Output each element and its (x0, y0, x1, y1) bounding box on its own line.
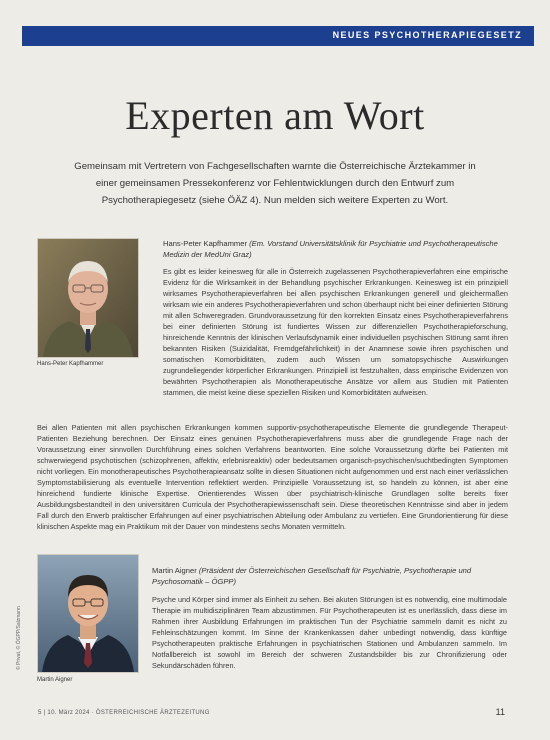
photo-credit: © Privat, © ÖGPP/Salzmann (16, 606, 22, 670)
article-lead: Gemeinsam mit Vertretern von Fachgesellschaften warnte die Österreichische Ärztekammer in einer gemeinsamen Pressekonferenz vor Fehlentwicklungen durch den Entwurf zum Psychotherapiegesetz (siehe ÖÄZ 4). Nun melden sich weitere Experten zu Wort. (74, 161, 476, 206)
portrait-image (38, 555, 138, 672)
paragraph-kapfhammer-1: Es gibt es leider keinesweg für alle in Österreich zugelassenen Psychotherapieverfahren eine empirische Evidenz für die Wirksamkeit in der Behandlung psychischer Erkrankungen. Keinesweg ist ein prinzipiell wirksames Psychotherapieverfahren bei allen psychischen Erkrankungen generell und gleichermaßen wirksam wie ein anderes Psychotherapieverfahren und schon überhaupt nicht bei einer definierten Störung mit allen Schweregraden. Grundvoraussetzung für den korrekten Einsatz eines Psychotherapieverfahrens bei einer definierten Störung ist fundiertes Wissen zur differenziellen Psychotherapieforschung, hinreichende Kenntnis der klinischen Verlaufsdynamik einer individuellen psychischen Störung samt ihren bekannten Risiken (Suizidalität, Fremdgefährlichkeit) in der Anamnese sowie ihren psychischen und somatischen Komorbiditäten, zudem auch Wissen um somatopsychische Auswirkungen zugrundeliegender körperlicher Erkrankungen. Prinzipiell ist festzuhalten, dass empirische Evidenzen von bewährten Psychotherapien als Monotherapeutische Ansätze vor allem aus Studien mit Patienten stammen, die meist keine diese speziellen Risiken und Komorbiditäten aufweisen. (163, 267, 508, 397)
section-banner (22, 26, 534, 46)
footer-issue-info: 5 | 10. März 2024 · ÖSTERREICHISCHE ÄRZTEZEITUNG (38, 710, 210, 716)
paragraph-aigner: Psyche und Körper sind immer als Einheit zu sehen. Bei akuten Störungen ist es notwendig, eine multimodale Therapie im multidisziplinären Team abzustimmen. Für Psychotherapeuten ist es unerlässlich, dass diese im Rahmen ihrer Ausbildung Erfahrungen im praktischen Tun der Psychiatrie sammeln damit es nicht zu Fehleinschätzungen kommt. Im Sinne der Krankenkassen daher unbedingt notwendig, dass künftige Psychotherapeuten praktische Erfahrungen in psychiatrischen Stationen und Ambulanzen sammeln. Im Notfallbereich ist sowohl im Bereich der schweren Zustandsbilder bis zur Chronifizierung oder Sekundärschäden führen. (152, 595, 507, 670)
expert-photo-kapfhammer (37, 238, 139, 358)
expert-name: Hans-Peter Kapfhammer (163, 239, 247, 248)
portrait-image (38, 239, 138, 357)
expert-name: Martin Aigner (152, 566, 197, 575)
section-label: NEUES PSYCHOTHERAPIEGESETZ (332, 30, 522, 40)
expert-affiliation: (Präsident der Österreichischen Gesellschaft für Psychiatrie, Psychotherapie und Psychosomatik – ÖGPP) (152, 566, 472, 586)
paragraph-kapfhammer-2: Bei allen Patienten mit allen psychischen Erkrankungen kommen supportiv-psychotherapeutische Elemente die grundlegende Therapeut-Patienten Beziehung berechnen. Der Einsatz eines genuinen Psychotherapieverfahrens muss aber die grundlegende Frage nach der Voraussetzung einer sinnvollen Durchführung eines solchen Verfahrens beantworten. Eine solche Voraussetzung dürfte bei Patienten mit schwerwiegend psychotischen (schizophrenen, affektiv, erlebnisreaktiv) oder bedeutsamen organisch-psychischen/suchtbedingten Symptomen nicht vorliegen. Ein monotherapeutisches Psychotherapieansatz sollte in diesen Situationen nicht aufgenommen und erst nach einer verlässlichen Symptomstabilisierung als eventuelle Intervention reflektiert werden. Prinzipielle Voraussetzung ist, so handeln zu können, ist aber eine hinreichend fundierte klinische Expertise. Orientierendes Wissen über psychiatrisch-klinische Grundlagen sollte bereits fixer Ausbildungsbestandteil in den universitären Curricula der Psychotherapiewissenschaft sein. Diese theoretischen Kenntnisse sind aber in jedem Fall durch den Erwerb praktischer Erfahrungen auf einer psychiatrischen Abteilung oder Ambulanz zu vertiefen. Eine Grundorientierung für diese klinischen Aspekte mag ein Praktikum mit der Dauer von mindestens sechs Monaten vermitteln. (37, 423, 508, 531)
article-title: Experten am Wort (125, 93, 425, 138)
expert-photo-aigner (37, 554, 139, 673)
photo-caption-kapfhammer: Hans-Peter Kapfhammer (37, 361, 104, 367)
expert-affiliation: (Em. Vorstand Universitätsklinik für Psychiatrie und Psychotherapeutische Medizin der MedUni Graz) (163, 239, 498, 259)
expert-heading-aigner (152, 565, 507, 587)
expert-heading-kapfhammer (163, 238, 508, 260)
page-number: 11 (495, 707, 505, 717)
photo-caption-aigner: Martin Aigner (37, 677, 73, 683)
